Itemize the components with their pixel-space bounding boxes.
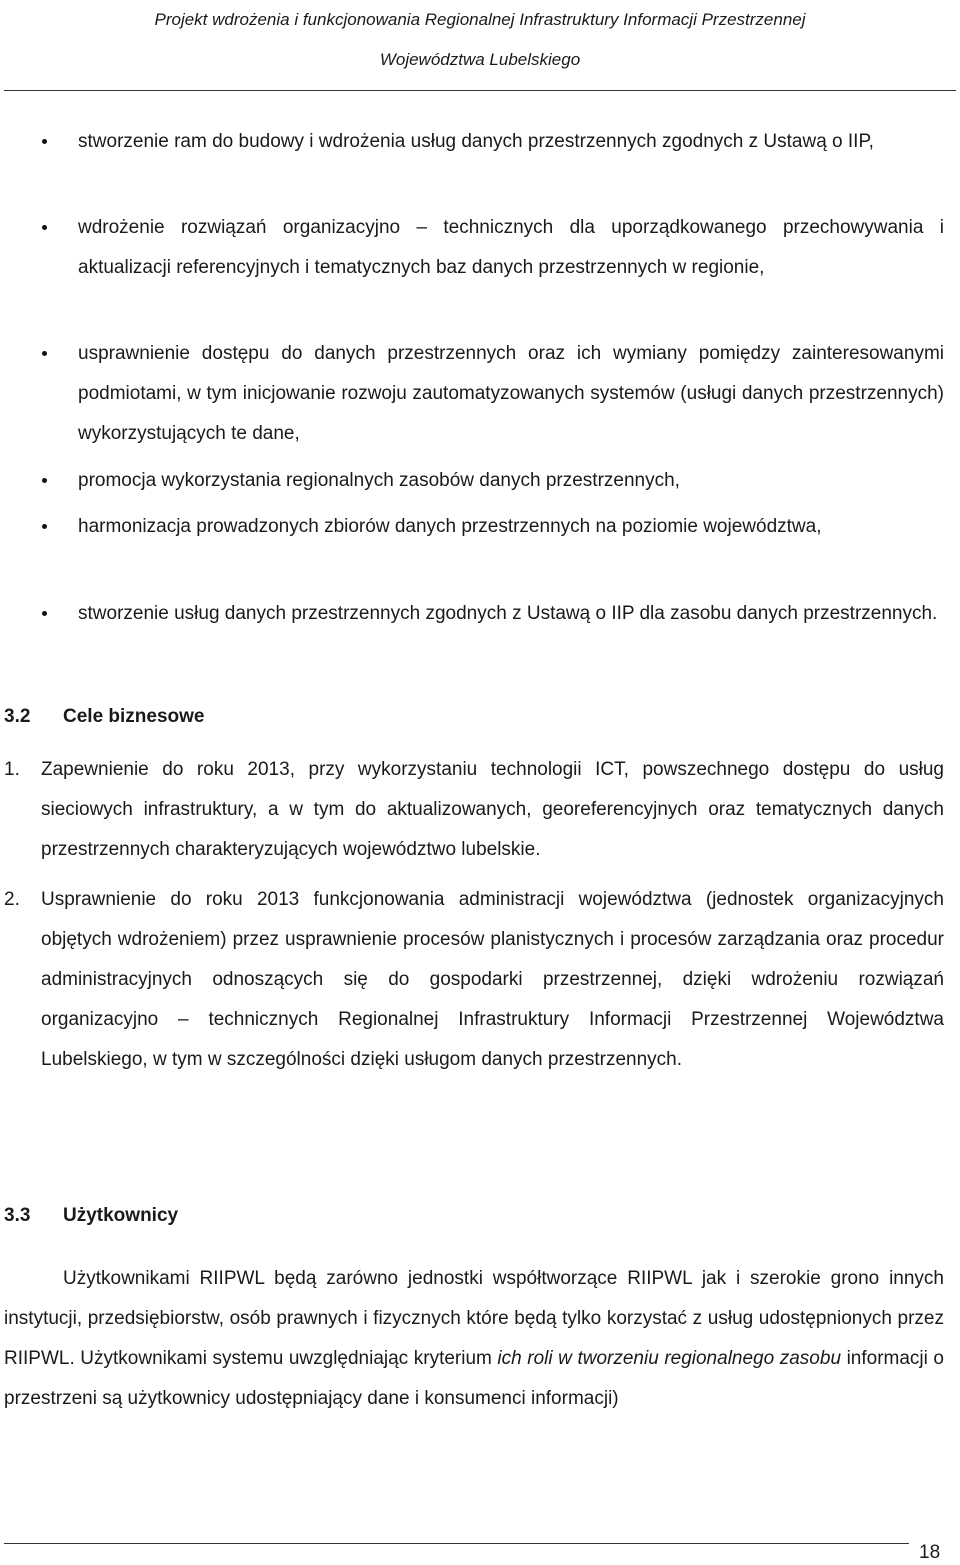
list-number: 2. [4,889,20,910]
section-number-3-3: 3.3 [4,1205,31,1226]
users-text-1: Użytkownikami RIIPWL będą zarówno jednostki współtworzące RIIPWL jak i szerokie grono innych instytucji, przedsiębiorstw, osób prawnych i fizycznych które będą tylko korzystać z usług udostępnionych przez RIIPWL. Użytkownikami systemu uwzględniając kryterium [4,1268,944,1369]
header-line-1: Projekt wdrożenia i funkcjonowania Regionalnej Infrastruktury Informacji Przestrzennej [154,10,806,29]
bullet-item: stworzenie usług danych przestrzennych zgodnych z Ustawą o IIP dla zasobu danych przestrzennych. [78,603,938,624]
business-goal-1: Zapewnienie do roku 2013, przy wykorzystaniu technologii ICT, powszechnego dostępu do usług sieciowych infrastruktury, a w tym do aktualizowanych, georeferencyjnych oraz tematycznych danych przestrzennych charakteryzujących województwo lubelskie. [41,759,944,860]
section-title-3-2: Cele biznesowe [63,706,205,727]
bullet-icon [42,139,47,144]
bullet-icon [42,478,47,483]
header-line-2: Województwa Lubelskiego [379,50,581,69]
users-text-italic: ich roli w tworzeniu regionalnego zasobu [497,1348,842,1369]
users-paragraph [4,1259,944,1419]
bullet-item: stworzenie ram do budowy i wdrożenia usług danych przestrzennych zgodnych z Ustawą o IIP, [78,131,874,152]
bullet-item: promocja wykorzystania regionalnych zasobów danych przestrzennych, [78,470,680,491]
section-title-3-3: Użytkownicy [63,1205,179,1226]
bullet-icon [42,524,47,529]
bullet-icon [42,611,47,616]
bullet-item: usprawnienie dostępu do danych przestrzennych oraz ich wymiany pomiędzy zainteresowanymi podmiotami, w tym inicjowanie rozwoju zautomatyzowanych systemów (usługi danych przestrzennych) wykorzystujących te dane, [78,343,944,444]
bullet-item: harmonizacja prowadzonych zbiorów danych przestrzennych na poziomie województwa, [78,516,822,537]
footer-divider [4,1543,909,1544]
page-header [0,0,960,80]
bullet-icon [42,225,47,230]
bullet-icon [42,351,47,356]
users-text-2: informacji o przestrzeni są użytkownicy udostępniający dane i konsumenci informacji) [4,1348,944,1409]
page-number: 18 [919,1542,941,1563]
business-goal-2: Usprawnienie do roku 2013 funkcjonowania administracji województwa (jednostek organizacyjnych objętych wdrożeniem) przez usprawnienie procesów planistycznych i procesów zarządzania oraz procedur administracyjnych odnoszących się do gospodarki przestrzennej, dzięki wdrożeniu rozwiązań organizacyjno – technicznych Regionalnej Infrastruktury Informacji Przestrzennej Województwa Lubelskiego, w tym w szczególności dzięki usługom danych przestrzennych. [41,889,944,1070]
header-divider [4,90,956,91]
list-number: 1. [4,759,20,780]
section-number-3-2: 3.2 [4,706,31,727]
bullet-item: wdrożenie rozwiązań organizacyjno – technicznych dla uporządkowanego przechowywania i aktualizacji referencyjnych i tematycznych baz danych przestrzennych w regionie, [78,217,944,278]
